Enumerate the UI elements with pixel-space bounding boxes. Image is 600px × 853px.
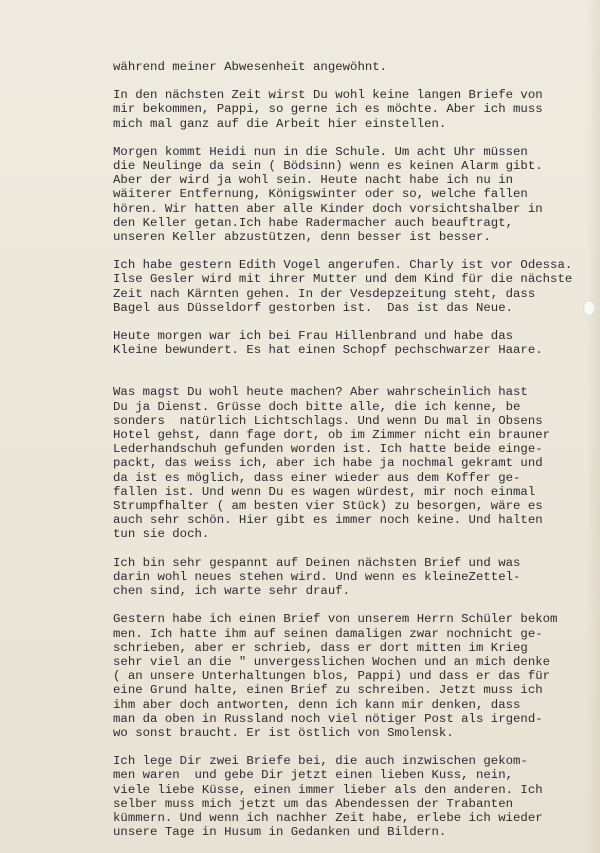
paper-edge-shade: [586, 0, 600, 853]
punch-hole: [583, 300, 595, 316]
paragraph-gap: [113, 740, 583, 754]
paragraph-closing: Ich lege Dir zwei Briefe bei, die auch inzwischen gekom- men waren und gebe Dir jetzt einen lieben Kuss, nein, viele liebe Küsse, einen immer lieber als den anderen. Ich selber muss mich jetzt um das Abendessen der Trabanten kümmern. Und wenn ich nachher Zeit habe, erlebe ich wieder unsere Tage in Husum in Gedanken und Bildern.: [113, 754, 543, 840]
paragraph-next-letter: Ich bin sehr gespannt auf Deinen nächsten Brief und was darin wohl neues stehen wird. Und wenn es kleineZettel- chen sind, ich warte sehr drauf.: [113, 555, 521, 599]
paragraph-letters: In den nächsten Zeit wirst Du wohl keine langen Briefe von mir bekommen, Pappi, so gerne ich es möchte. Aber ich muss mich mal ganz auf die Arbeit hier einstellen.: [113, 88, 543, 131]
paragraph-gap: [113, 315, 583, 329]
paragraph-schueler: Gestern habe ich einen Brief von unserem Herrn Schüler bekom men. Ich hatte ihm auf seinen damaligen zwar nochnicht ge- schrieben, aber er schrieb, dass er dort mitten im Krieg sehr viel an die " unvergesslichen Wochen und an mich denke ( an unsere Unterhaltungen blos, Pappi) und dass er das für eine Grund halte, einen Brief zu schreiben. Jetzt muss ich ihm aber doch antworten, denn ich kann mir denken, dass man da oben in Russland noch viel nötiger Post als irgend- wo sonst braucht. Er ist östlich von Smolensk.: [113, 612, 558, 740]
typed-letter-body: [113, 60, 583, 839]
paragraph-school: Morgen kommt Heidi nun in die Schule. Um acht Uhr müssen die Neulinge da sein ( Bödsinn) wenn es keinen Alarm gibt. Aber der wird ja wohl sein. Heute nacht habe ich nu in wäiterer Entfernung, Königswinter oder so, welche fallen hören. Wir hatten aber alle Kinder doch vorsichtshalber in den Keller getan.Ich habe Radermacher auch beauftragt, unseren Keller abzustützen, denn besser ist besser.: [113, 144, 543, 245]
paragraph-gap: [113, 244, 583, 258]
paragraph-absence: während meiner Abwesenheit angewöhnt.: [113, 60, 388, 74]
paragraph-gap: [113, 131, 583, 145]
paragraph-gap: [113, 74, 583, 88]
paragraph-service: Was magst Du wohl heute machen? Aber wahrscheinlich hast Du ja Dienst. Grüsse doch bitte alle, die ich kenne, be sonders natürlich Lichtschlags. Und wenn Du mal in Obsens Hotel gehst, dann fage dort, ob im Zimmer nicht ein brauner Lederhandschuh gefunden worden ist. Ich hatte beide einge- packt, das weiss ich, aber ich habe ja nochmal gekramt und da ist es möglich, dass einer wieder aus dem Koffer ge- fallen ist. Und wenn Du es wagen würdest, mir noch einmal Strumpfhalter ( am besten vier Stück) zu besorgen, wäre es auch sehr schön. Hier gibt es immer noch keine. Und halten tun sie doch.: [113, 385, 551, 542]
section-gap: [113, 357, 583, 385]
paragraph-news: Ich habe gestern Edith Vogel angerufen. Charly ist vor Odessa. Ilse Gesler wird mit ihrer Mutter und dem Kind für die nächste Zeit nach Kärnten gehen. In der Vesdepzeitung steht, dass Bagel aus Düsseldorf gestorben ist. Das ist das Neue.: [113, 258, 573, 315]
paragraph-visit: Heute morgen war ich bei Frau Hillenbrand und habe das Kleine bewundert. Es hat einen Schopf pechschwarzer Haare.: [113, 329, 543, 358]
paragraph-gap: [113, 542, 583, 556]
paragraph-gap: [113, 598, 583, 612]
